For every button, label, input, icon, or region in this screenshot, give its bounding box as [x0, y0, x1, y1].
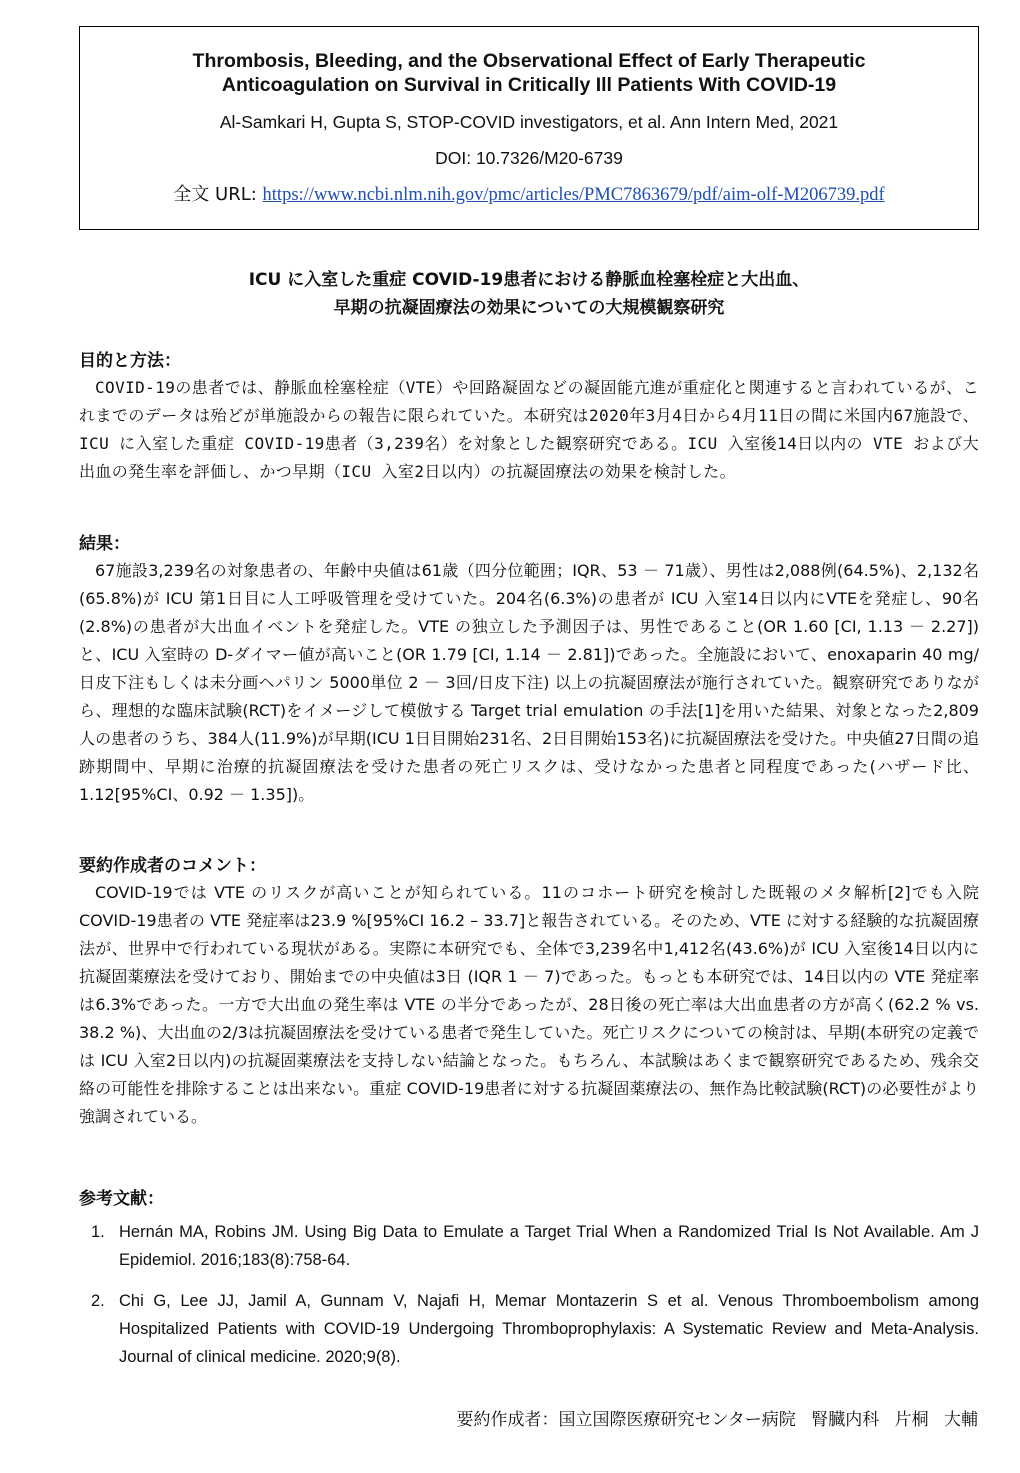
reference-number: 1.	[91, 1223, 105, 1241]
japanese-title-line1: ICU に入室した重症 COVID-19患者における静脈血栓塞栓症と大出血、	[248, 270, 810, 290]
reference-text: Chi G, Lee JJ, Jamil A, Gunnam V, Najafi H, Memar Montazerin S et al. Venous Thromboembolism among Hospitalized Patients with COVID-19 Undergoing Thromboprophylaxis: A Systematic Review and Meta-Analysis. Journal of clinical medicine. 2020;9(8).	[119, 1292, 979, 1366]
url-label: 全文 URL:	[173, 184, 263, 205]
references-heading: 参考文献：	[79, 1189, 164, 1209]
doi: DOI: 10.7326/M20-6739	[435, 148, 623, 168]
comment-body: COVID-19では VTE のリスクが高いことが知られている。11のコホート研究を検討した既報のメタ解析[2]でも入院 COVID-19患者の VTE 発症率は23.9 %[95%CI 16.2 – 33.7]と報告されている。そのため、VTE に対する経験的な抗凝固療法が、世界中で行われている現状がある。実際に本研究でも、全体で3,239名中1,412名(43.6%)が ICU 入室後14日以内に抗凝固薬療法を受けており、開始までの中央値は3日 (IQR 1 － 7)であった。もっとも本研究では、14日以内の VTE 発症率は6.3%であった。一方で大出血の発生率は VTE の半分であったが、28日後の死亡率は大出血患者の方が高く(62.2 % vs. 38.2 %)、大出血の2/3は抗凝固療法を受けている患者で発生していた。死亡リスクについての検討は、早期(本研究の定義では ICU 入室2日以内)の抗凝固薬療法を支持しない結論となった。もちろん、本試験はあくまで観察研究であるため、残余交絡の可能性を排除することは出来ない。重症 COVID-19患者に対する抗凝固薬療法の、無作為比較試験(RCT)の必要性がより強調されている。	[79, 883, 979, 1126]
references-section	[79, 1186, 979, 1384]
reference-text: Hernán MA, Robins JM. Using Big Data to Emulate a Target Trial When a Randomized Trial Is Not Available. Am J Epidemiol. 2016;183(8):758-64.	[119, 1223, 979, 1269]
summary-author: 要約作成者：国立国際医療研究センター病院 腎臓内科 片桐 大輔	[456, 1410, 978, 1430]
reference-number: 2.	[91, 1292, 105, 1310]
purpose-body: COVID-19の患者では、静脈血栓塞栓症（VTE）や回路凝固などの凝固能亢進が重症化と関連すると言われているが、これまでのデータは殆どが単施設からの報告に限られていた。本研究は2020年3月4日から4月11日の間に米国内67施設で、ICU に入室した重症 COVID-19患者（3,239名）を対象とした観察研究である。ICU 入室後14日以内の VTE および大出血の発生率を評価し、かつ早期（ICU 入室2日以内）の抗凝固療法の効果を検討した。	[79, 378, 979, 481]
paper-title-line1: Thrombosis, Bleeding, and the Observational Effect of Early Therapeutic	[192, 50, 866, 72]
comment-section	[79, 853, 979, 1131]
results-section	[79, 531, 979, 809]
citation-box	[79, 26, 979, 230]
reference-list	[79, 1218, 979, 1371]
fulltext-link[interactable]: https://www.ncbi.nlm.nih.gov/pmc/articles/PMC7863679/pdf/aim-olf-M206739.pdf	[262, 185, 885, 205]
reference-item	[79, 1287, 979, 1371]
paper-title	[100, 49, 958, 97]
authors: Al-Samkari H, Gupta S, STOP-COVID investigators, et al. Ann Intern Med, 2021	[219, 112, 839, 132]
japanese-title	[79, 266, 979, 322]
results-body: 67施設3,239名の対象患者の、年齢中央値は61歳（四分位範囲；IQR、53 － 71歳）、男性は2,088例(64.5%)、2,132名(65.8%)が ICU 第1日目に人工呼吸管理を受けていた。204名(6.3%)の患者が ICU 入室14日以内にVTEを発症し、90名(2.8%)の患者が大出血イベントを発症した。VTE の独立した予測因子は、男性であること(OR 1.60 [CI, 1.13 － 2.27]) と、ICU 入室時の D-ダイマー値が高いこと(OR 1.79 [CI, 1.14 － 2.81])であった。全施設において、enoxaparin 40 mg/日皮下注もしくは未分画ヘパリン 5000単位 2 － 3回/日皮下注) 以上の抗凝固療法が施行されていた。観察研究でありながら、理想的な臨床試験(RCT)をイメージして模倣する Target trial emulation の手法[1]を用いた結果、対象となった2,809人の患者のうち、384人(11.9%)が早期(ICU 1日目開始231名、2日目開始153名)に抗凝固療法を受けた。中央値27日間の追跡期間中、早期に治療的抗凝固療法を受けた患者の死亡リスクは、受けなかった患者と同程度であった(ハザード比、1.12[95%CI、0.92 － 1.35])。	[79, 561, 979, 804]
fulltext-url-line	[80, 183, 978, 206]
comment-heading: 要約作成者のコメント：	[79, 856, 266, 876]
reference-item	[79, 1218, 979, 1274]
purpose-heading: 目的と方法：	[79, 351, 181, 371]
purpose-section	[79, 348, 979, 486]
japanese-title-line2: 早期の抗凝固療法の効果についての大規模観察研究	[333, 298, 725, 318]
results-heading: 結果：	[79, 534, 130, 554]
paper-title-line2: Anticoagulation on Survival in Critically Ill Patients With COVID-19	[221, 74, 837, 96]
